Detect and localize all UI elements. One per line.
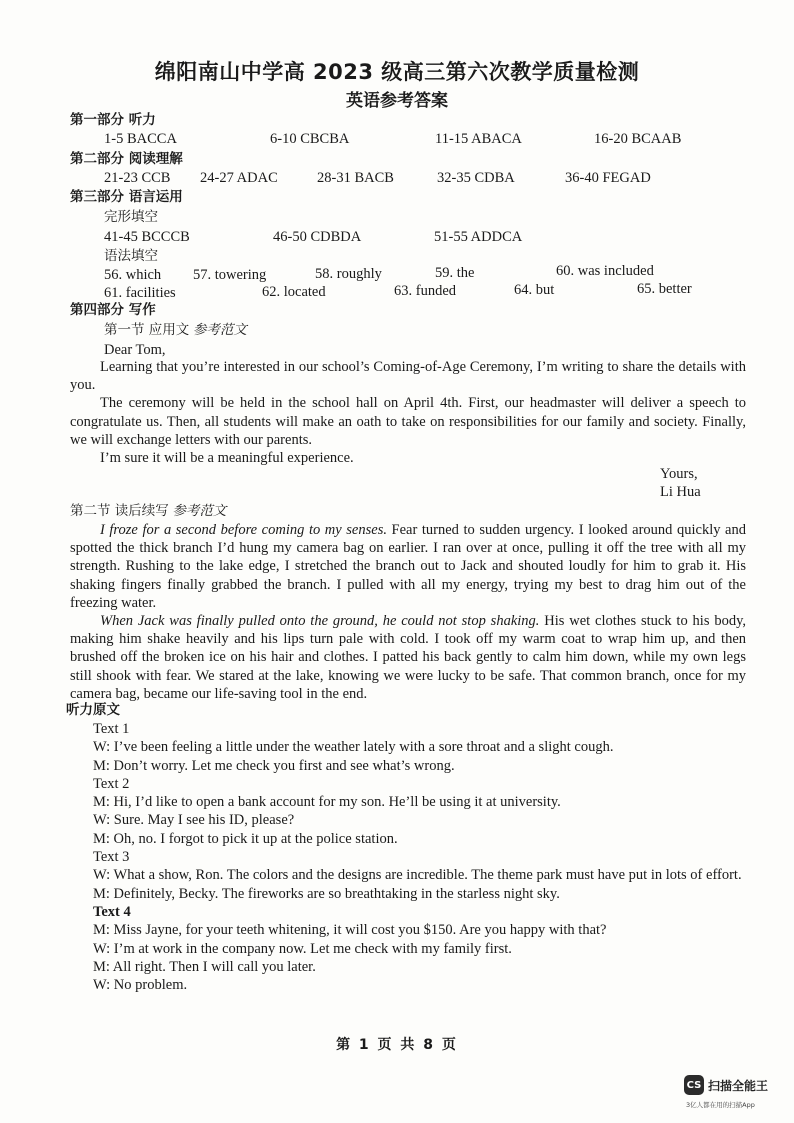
answer-item: 32-35 CDBA [437,170,515,186]
letter-closing: Yours, [660,466,698,482]
page-footer: 第 1 页 共 8 页 [336,1037,458,1053]
letter-paragraph: The ceremony will be held in the school hall on April 4th. First, our headmaster will deliver a speech to congratulate us. Then, all students will make an oath to take on responsibilities for our family and society. Finally, we will exchange letters with our parents. [70,395,746,448]
part1-heading: 第一部分 听力 [70,112,156,128]
continuation-body [70,521,746,703]
answer-item: 28-31 BACB [317,170,394,186]
letter-body [70,358,746,467]
letter-signature: Li Hua [660,484,701,500]
answer-item: 11-15 ABACA [435,131,522,147]
answer-item: 58. roughly [315,266,382,282]
answer-item: 21-23 CCB [104,170,171,186]
section1-tag: 参考范文 [192,322,247,338]
answer-item: 65. better [637,281,692,297]
letter-paragraph: Learning that you’re interested in our school’s Coming-of-Age Ceremony, I’m writing to share the details with you. [70,359,746,394]
answer-item: 57. towering [193,267,267,283]
answer-item: 56. which [104,267,162,283]
answer-item: 61. facilities [104,285,176,301]
answer-item: 64. but [514,282,555,298]
transcript-line: Text 1 [93,721,130,737]
listening-transcript [93,720,753,994]
transcript-line: W: I’ve been feeling a little under the weather lately with a sore throat and a slight cough. [93,739,614,756]
transcript-line: M: Miss Jayne, for your teeth whitening, it will cost you $150. Are you happy with that? [93,922,607,939]
transcript-line: M: Hi, I’d like to open a bank account for my son. He’ll be using it at university. [93,794,561,811]
answer-item: 60. was included [556,263,654,279]
scanner-logo-icon: CS [684,1075,704,1095]
answer-item: 59. the [435,265,475,281]
section2-label: 第二节 读后续写 [70,503,169,519]
transcript-line: M: All right. Then I will call you later. [93,958,316,975]
scanner-watermark [684,1075,768,1095]
transcript-line: M: Definitely, Becky. The fireworks are so breathtaking in the starless night sky. [93,885,560,902]
continuation-paragraph [70,521,746,612]
transcript-line: W: I’m at work in the company now. Let me check with my family first. [93,940,512,957]
continuation-paragraph [70,612,746,703]
paragraph-text: Fear turned to sudden urgency. I looked around quickly and spotted the thick branch I’d hung my camera bag on earlier. I ran over at once, pulling it off the tree with all my strength. Rushing to the lake edge, I stretched the branch out to Jack and shouted loudly for him to grab it. His shaking fingers finally grabbed the branch. I pulled with all my energy, trying my best to drag him out of the freezing water. [70,522,746,611]
listening-heading: 听力原文 [66,702,120,718]
answer-item: 6-10 CBCBA [270,131,350,147]
paragraph-lead: I froze for a second before coming to my senses. [100,522,387,538]
answer-item: 24-27 ADAC [200,170,278,186]
letter-salutation: Dear Tom, [104,342,166,358]
paragraph-lead: When Jack was finally pulled onto the ground, he could not stop shaking. [100,613,540,630]
cloze-heading: 完形填空 [104,209,158,225]
answer-item: 36-40 FEGAD [565,170,651,186]
part3-heading: 第三部分 语言运用 [70,189,183,205]
transcript-line: Text 3 [93,849,130,866]
section1-heading [104,321,247,339]
section2-tag: 参考范文 [172,503,227,519]
transcript-line: W: No problem. [93,977,188,994]
answer-item: 51-55 ADDCA [434,229,523,245]
answer-item: 16-20 BCAAB [594,131,682,147]
transcript-line: Text 2 [93,775,130,792]
answer-item: 62. located [262,284,326,300]
answer-item: 46-50 CDBDA [273,229,362,245]
answer-item: 1-5 BACCA [104,131,177,147]
scanner-name: 扫描全能王 [708,1078,769,1093]
transcript-line: Text 4 [93,903,131,920]
transcript-line: M: Don’t worry. Let me check you first and see what’s wrong. [93,757,455,774]
exam-title: 绵阳南山中学高 2023 级高三第六次教学质量检测 [154,60,640,84]
answer-item: 41-45 BCCCB [104,229,190,245]
part4-heading: 第四部分 写作 [70,302,156,318]
scanner-slogan: 3亿人都在用的扫描App [686,1101,755,1109]
section1-label: 第一节 应用文 [104,322,190,338]
transcript-line: M: Oh, no. I forgot to pick it up at the police station. [93,830,398,847]
exam-subtitle: 英语参考答案 [346,91,448,111]
transcript-line: W: What a show, Ron. The colors and the designs are incredible. The theme park must have put in lots of effort. [93,867,742,884]
part2-heading: 第二部分 阅读理解 [70,151,183,167]
answer-item: 63. funded [394,283,457,299]
grammar-heading: 语法填空 [104,248,158,264]
paragraph-text: His wet clothes stuck to his body, making him shake heavily and his lips turn pale with cold. I took off my warm coat to wrap him up, and then brushed off the broken ice on his hair and clothes. I patted his back gently to calm him down, while my own legs still shook with fear. We stared at the lake, knowing we were lucky to be safe. That common branch, once for my camera bag, became our life-saving tool in the end. [70,613,747,702]
transcript-line: W: Sure. May I see his ID, please? [93,812,295,829]
section2-heading [70,502,226,520]
letter-paragraph: I’m sure it will be a meaningful experience. [100,450,354,467]
